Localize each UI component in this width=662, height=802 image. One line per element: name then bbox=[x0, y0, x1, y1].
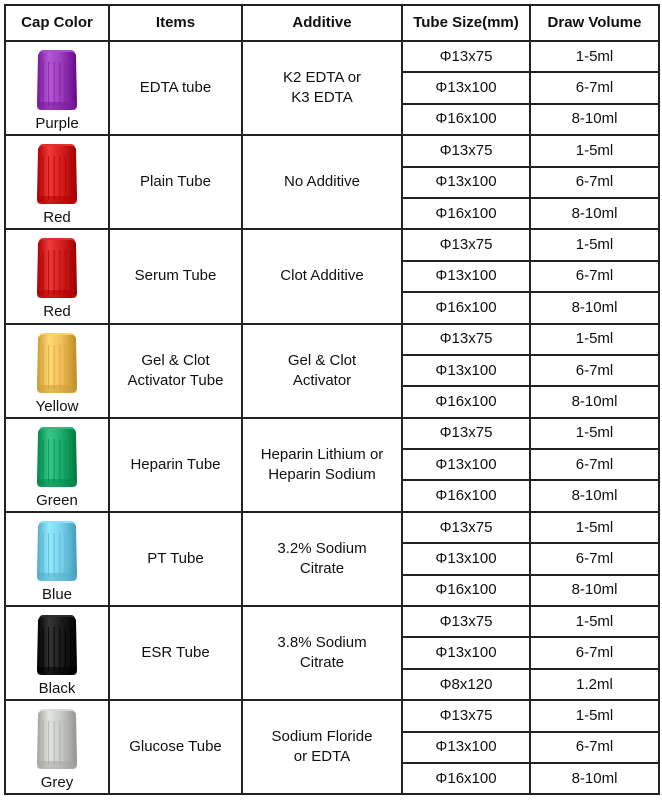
draw-volume-cell: 1-5ml bbox=[530, 324, 659, 355]
additive-cell-line: No Additive bbox=[284, 173, 360, 191]
table-row bbox=[5, 135, 659, 166]
item-cell bbox=[109, 606, 242, 700]
additive-cell-line: 3.2% Sodium bbox=[277, 539, 367, 557]
draw-volume-cell: 8-10ml bbox=[530, 292, 659, 323]
tube-size-cell: Φ16x100 bbox=[402, 104, 530, 135]
tube-size-cell: Φ13x100 bbox=[402, 732, 530, 763]
tube-size-cell: Φ16x100 bbox=[402, 480, 530, 511]
header-row bbox=[5, 5, 659, 41]
cap-color-cell bbox=[5, 229, 109, 323]
header-cap-color: Cap Color bbox=[5, 5, 109, 41]
cap-color-cell bbox=[5, 700, 109, 794]
item-cell-line: Heparin Tube bbox=[130, 455, 221, 473]
draw-volume-cell: 6-7ml bbox=[530, 637, 659, 668]
tube-cap-icon bbox=[33, 48, 81, 114]
additive-cell bbox=[242, 700, 402, 794]
draw-volume-cell: 6-7ml bbox=[530, 72, 659, 103]
tube-cap-icon bbox=[33, 236, 81, 302]
draw-volume-cell: 8-10ml bbox=[530, 104, 659, 135]
tube-size-cell: Φ16x100 bbox=[402, 198, 530, 229]
additive-cell-line: Heparin Lithium or bbox=[260, 445, 384, 463]
draw-volume-cell: 8-10ml bbox=[530, 386, 659, 417]
item-cell bbox=[109, 135, 242, 229]
draw-volume-cell: 6-7ml bbox=[530, 261, 659, 292]
tube-size-cell: Φ13x75 bbox=[402, 324, 530, 355]
header-tube-size: Tube Size(mm) bbox=[402, 5, 530, 41]
cap-color-cell bbox=[5, 512, 109, 606]
tube-cap-icon bbox=[33, 425, 81, 491]
cap-color-label: Black bbox=[38, 680, 76, 698]
additive-cell bbox=[242, 135, 402, 229]
additive-cell-line: or EDTA bbox=[293, 748, 351, 766]
cap-color-cell bbox=[5, 324, 109, 418]
additive-cell bbox=[242, 606, 402, 700]
draw-volume-cell: 1.2ml bbox=[530, 669, 659, 700]
tube-cap-icon bbox=[33, 613, 81, 679]
additive-cell bbox=[242, 512, 402, 606]
tube-table bbox=[4, 4, 660, 795]
tube-cap-icon bbox=[33, 331, 81, 397]
additive-cell-line: Clot Additive bbox=[280, 267, 364, 285]
draw-volume-cell: 8-10ml bbox=[530, 480, 659, 511]
cap-color-label: Red bbox=[43, 303, 71, 321]
table-row bbox=[5, 418, 659, 449]
draw-volume-cell: 6-7ml bbox=[530, 732, 659, 763]
tube-size-cell: Φ16x100 bbox=[402, 575, 530, 606]
tube-size-cell: Φ16x100 bbox=[402, 763, 530, 794]
tube-size-cell: Φ13x75 bbox=[402, 418, 530, 449]
draw-volume-cell: 6-7ml bbox=[530, 167, 659, 198]
tube-cap-icon bbox=[33, 707, 81, 773]
additive-cell-line: K3 EDTA bbox=[291, 89, 353, 107]
tube-size-cell: Φ13x75 bbox=[402, 229, 530, 260]
additive-cell-line: Activator bbox=[292, 371, 352, 389]
draw-volume-cell: 1-5ml bbox=[530, 135, 659, 166]
tube-size-cell: Φ13x75 bbox=[402, 135, 530, 166]
additive-cell-line: Sodium Floride bbox=[271, 728, 373, 746]
additive-cell-line: Gel & Clot bbox=[287, 351, 357, 369]
tube-cap-icon bbox=[33, 519, 81, 585]
cap-color-label: Blue bbox=[41, 585, 73, 603]
cap-color-label: Red bbox=[43, 209, 71, 227]
cap-color-label: Grey bbox=[40, 774, 74, 792]
table-row bbox=[5, 606, 659, 637]
table-row bbox=[5, 512, 659, 543]
tube-size-cell: Φ13x100 bbox=[402, 72, 530, 103]
cap-color-cell bbox=[5, 418, 109, 512]
header-additive: Additive bbox=[242, 5, 402, 41]
additive-cell bbox=[242, 41, 402, 135]
cap-color-label: Purple bbox=[35, 115, 79, 133]
cap-color-label: Green bbox=[36, 491, 78, 509]
item-cell-line: Activator Tube bbox=[127, 371, 224, 389]
item-cell bbox=[109, 418, 242, 512]
cap-color-cell bbox=[5, 606, 109, 700]
additive-cell bbox=[242, 229, 402, 323]
tube-size-cell: Φ16x100 bbox=[402, 292, 530, 323]
tube-size-cell: Φ16x100 bbox=[402, 386, 530, 417]
tube-size-cell: Φ13x75 bbox=[402, 700, 530, 731]
item-cell-line: Glucose Tube bbox=[129, 738, 222, 756]
tube-size-cell: Φ13x75 bbox=[402, 606, 530, 637]
additive-cell-line: Citrate bbox=[299, 654, 345, 672]
tube-size-cell: Φ8x120 bbox=[402, 669, 530, 700]
item-cell-line: Serum Tube bbox=[134, 267, 217, 285]
draw-volume-cell: 1-5ml bbox=[530, 512, 659, 543]
tube-size-cell: Φ13x75 bbox=[402, 41, 530, 72]
item-cell bbox=[109, 229, 242, 323]
tube-size-cell: Φ13x100 bbox=[402, 261, 530, 292]
tube-size-cell: Φ13x100 bbox=[402, 449, 530, 480]
item-cell-line: PT Tube bbox=[147, 549, 204, 567]
header-draw-volume: Draw Volume bbox=[530, 5, 659, 41]
item-cell bbox=[109, 700, 242, 794]
cap-color-cell bbox=[5, 41, 109, 135]
cap-color-label: Yellow bbox=[35, 397, 79, 415]
draw-volume-cell: 8-10ml bbox=[530, 575, 659, 606]
item-cell-line: ESR Tube bbox=[141, 644, 210, 662]
draw-volume-cell: 1-5ml bbox=[530, 700, 659, 731]
additive-cell bbox=[242, 418, 402, 512]
item-cell bbox=[109, 512, 242, 606]
additive-cell bbox=[242, 324, 402, 418]
item-cell-line: EDTA tube bbox=[139, 79, 212, 97]
header-items: Items bbox=[109, 5, 242, 41]
tube-size-cell: Φ13x100 bbox=[402, 355, 530, 386]
draw-volume-cell: 1-5ml bbox=[530, 41, 659, 72]
draw-volume-cell: 8-10ml bbox=[530, 198, 659, 229]
table-row bbox=[5, 700, 659, 731]
draw-volume-cell: 8-10ml bbox=[530, 763, 659, 794]
item-cell bbox=[109, 41, 242, 135]
table-row bbox=[5, 41, 659, 72]
draw-volume-cell: 6-7ml bbox=[530, 355, 659, 386]
cap-color-cell bbox=[5, 135, 109, 229]
tube-size-cell: Φ13x100 bbox=[402, 543, 530, 574]
item-cell-line: Plain Tube bbox=[140, 173, 211, 191]
draw-volume-cell: 1-5ml bbox=[530, 606, 659, 637]
draw-volume-cell: 6-7ml bbox=[530, 543, 659, 574]
draw-volume-cell: 1-5ml bbox=[530, 229, 659, 260]
additive-cell-line: 3.8% Sodium bbox=[277, 634, 367, 652]
draw-volume-cell: 1-5ml bbox=[530, 418, 659, 449]
additive-cell-line: Heparin Sodium bbox=[268, 465, 376, 483]
additive-cell-line: Citrate bbox=[299, 559, 345, 577]
draw-volume-cell: 6-7ml bbox=[530, 449, 659, 480]
tube-size-cell: Φ13x75 bbox=[402, 512, 530, 543]
item-cell bbox=[109, 324, 242, 418]
tube-size-cell: Φ13x100 bbox=[402, 637, 530, 668]
table-row bbox=[5, 229, 659, 260]
tube-size-cell: Φ13x100 bbox=[402, 167, 530, 198]
tube-cap-icon bbox=[33, 142, 81, 208]
table-row bbox=[5, 324, 659, 355]
item-cell-line: Gel & Clot bbox=[141, 351, 210, 369]
additive-cell-line: K2 EDTA or bbox=[282, 69, 362, 87]
